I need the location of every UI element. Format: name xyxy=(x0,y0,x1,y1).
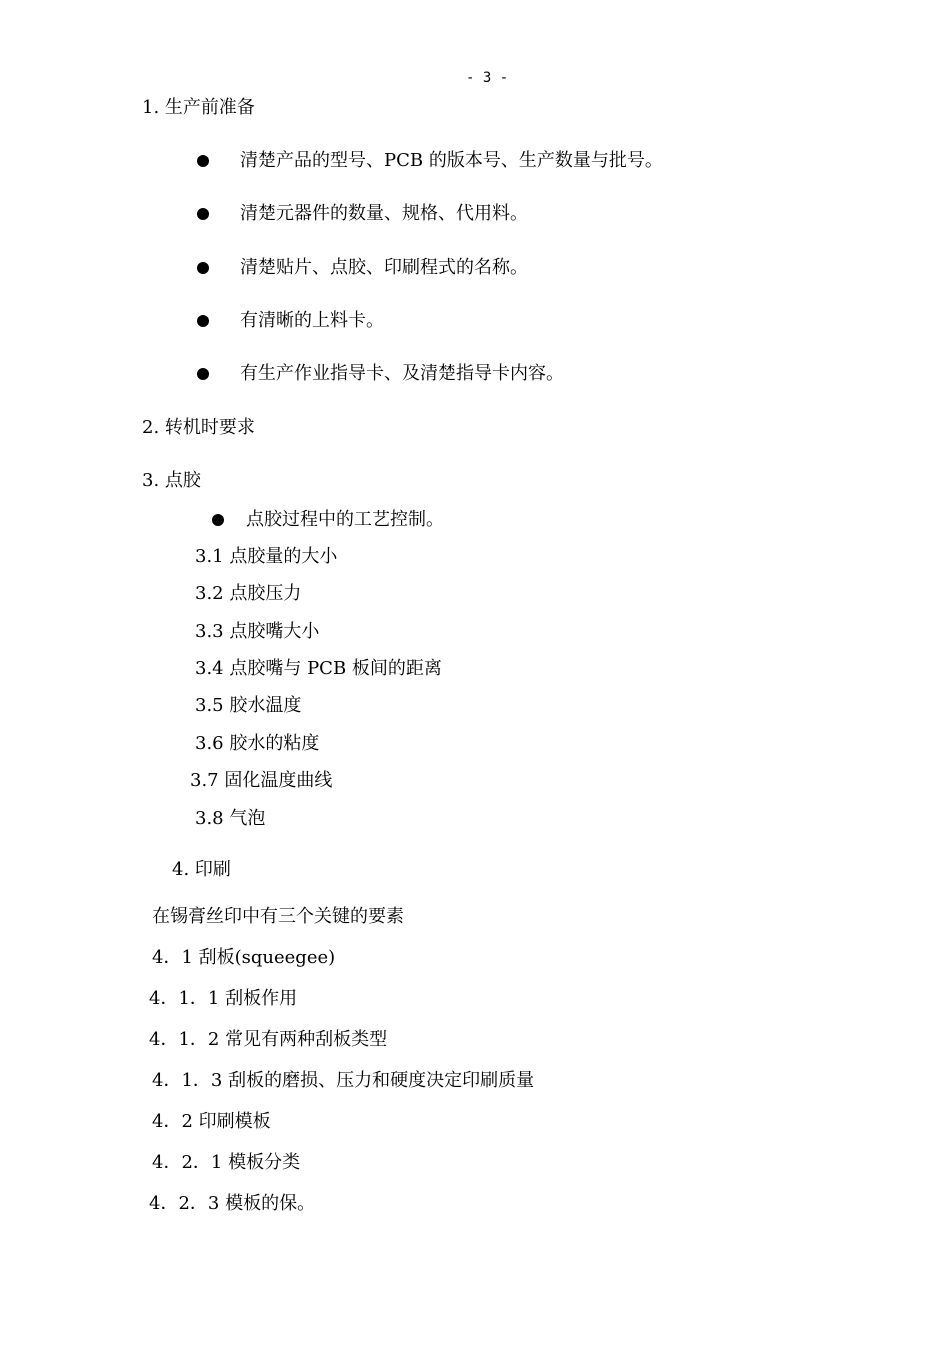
s3-item-5: 3.5 胶水温度 xyxy=(195,695,302,716)
bullet-dot-icon xyxy=(197,368,209,380)
s3-item-7: 3.7 固化温度曲线 xyxy=(190,770,333,791)
s4-item-4: 4．1．3 刮板的磨损、压力和硬度决定印刷质量 xyxy=(152,1070,535,1091)
s4-item-1: 4．1 刮板(squeegee) xyxy=(152,947,336,968)
s4-intro: 在锡膏丝印中有三个关键的要素 xyxy=(152,906,404,927)
bullet-dot-icon xyxy=(197,315,209,327)
section-2-title: 2. 转机时要求 xyxy=(142,417,255,438)
section-3-title: 3. 点胶 xyxy=(142,470,201,491)
s3-item-4: 3.4 点胶嘴与 PCB 板间的距离 xyxy=(195,658,442,679)
s4-item-6: 4．2．1 模板分类 xyxy=(152,1152,301,1173)
s4-item-2: 4．1．1 刮板作用 xyxy=(149,988,298,1009)
section-1-title: 1. 生产前准备 xyxy=(142,97,255,118)
s3-item-1: 3.1 点胶量的大小 xyxy=(195,546,338,567)
s3-item-6: 3.6 胶水的粘度 xyxy=(195,733,320,754)
s3-item-8: 3.8 气泡 xyxy=(195,808,266,829)
bullet-dot-icon xyxy=(197,208,209,220)
s3-bullet: 点胶过程中的工艺控制。 xyxy=(246,509,444,530)
bullet-dot-icon xyxy=(197,262,209,274)
s1-bullet-5: 有生产作业指导卡、及清楚指导卡内容。 xyxy=(240,363,564,384)
section-4-title: 4. 印刷 xyxy=(172,859,231,880)
s1-bullet-4: 有清晰的上料卡。 xyxy=(240,310,384,331)
s1-bullet-1: 清楚产品的型号、PCB 的版本号、生产数量与批号。 xyxy=(240,150,663,171)
s4-item-7: 4．2．3 模板的保。 xyxy=(149,1193,316,1214)
s3-item-3: 3.3 点胶嘴大小 xyxy=(195,621,320,642)
s4-item-3: 4．1．2 常见有两种刮板类型 xyxy=(149,1029,388,1050)
s4-item-5: 4．2 印刷模板 xyxy=(152,1111,271,1132)
bullet-dot-icon xyxy=(197,155,209,167)
bullet-dot-icon xyxy=(212,514,224,526)
s1-bullet-3: 清楚贴片、点胶、印刷程式的名称。 xyxy=(240,257,528,278)
s1-bullet-2: 清楚元器件的数量、规格、代用料。 xyxy=(240,203,528,224)
s3-item-2: 3.2 点胶压力 xyxy=(195,583,302,604)
page-number: - 3 - xyxy=(466,70,509,86)
